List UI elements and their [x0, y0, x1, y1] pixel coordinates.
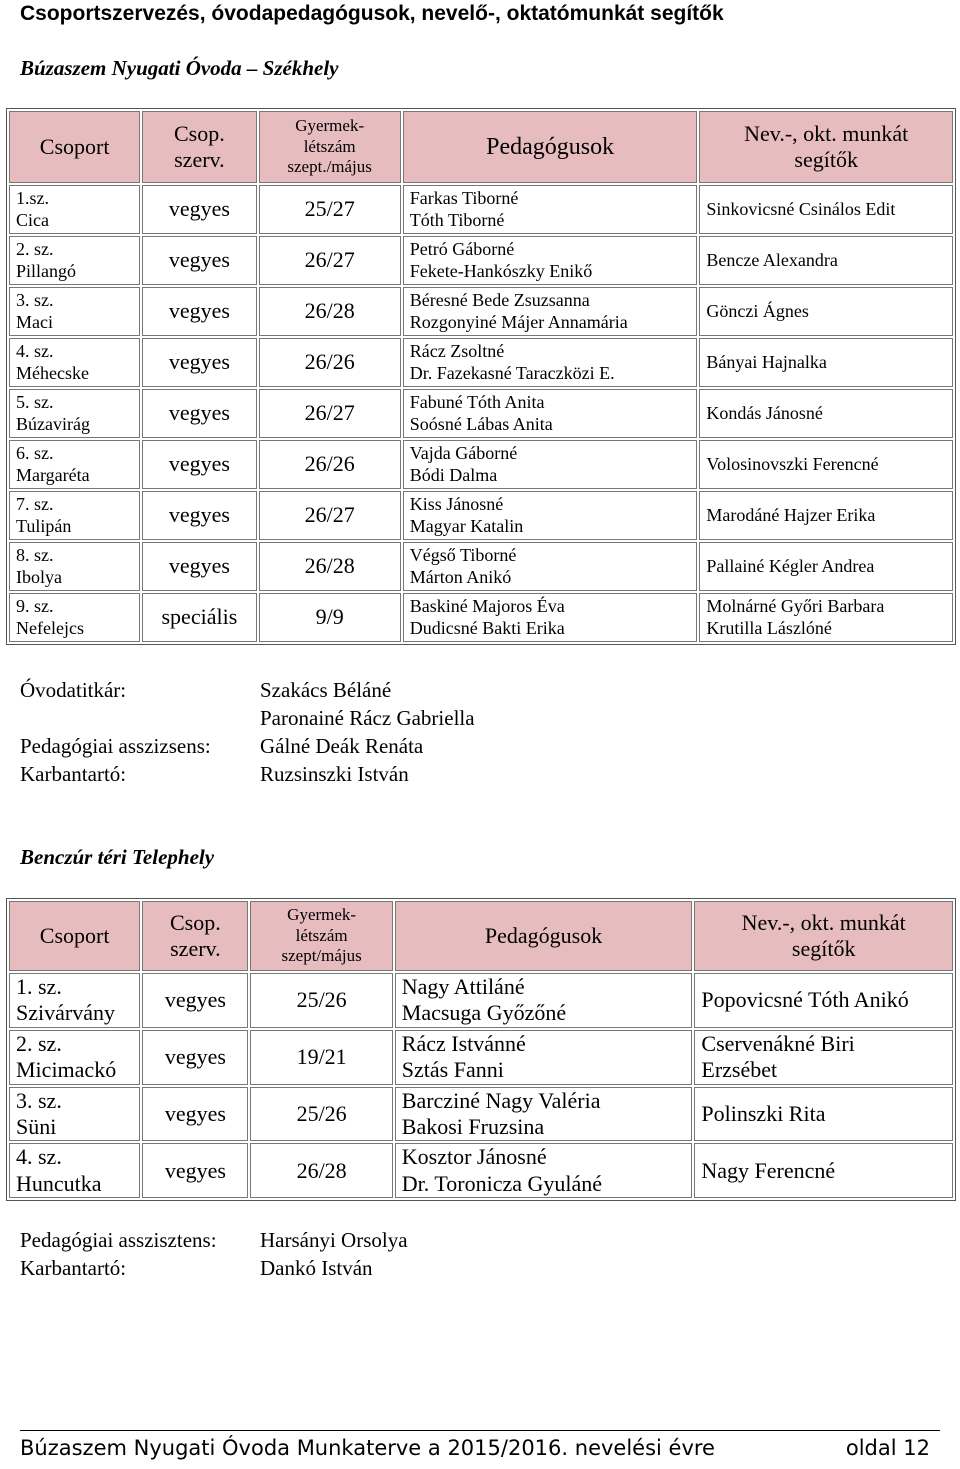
group-type-cell: vegyes — [142, 389, 256, 438]
staff-name: Paronainé Rácz Gabriella — [260, 706, 475, 730]
table-row — [9, 491, 953, 540]
group-type-cell: vegyes — [142, 185, 256, 234]
child-count-cell: 26/28 — [259, 287, 401, 336]
header-teachers: Pedagógusok — [403, 111, 698, 183]
site2-table — [6, 898, 956, 1201]
child-count-cell: 26/26 — [259, 440, 401, 489]
teacher-name: Barcziné Nagy Valéria — [401, 1087, 601, 1113]
table-row — [9, 1087, 953, 1142]
header-helpers: Nev.-, okt. munkát segítők — [699, 111, 953, 183]
helper-name: Popovicsné Tóth Anikó — [701, 987, 909, 1013]
teacher-name: Márton Anikó — [409, 566, 512, 587]
teacher-name: Végső Tiborné — [409, 544, 517, 565]
teachers-cell — [403, 389, 698, 438]
group-name: Huncutka — [16, 1170, 102, 1196]
helper-name: Marodáné Hajzer Erika — [706, 504, 876, 525]
group-cell — [9, 287, 140, 336]
child-count-cell: 26/27 — [259, 389, 401, 438]
group-type-cell: speciális — [142, 593, 256, 642]
group-name: Tulipán — [16, 515, 72, 536]
teacher-name: Rácz Istvánné — [401, 1030, 526, 1056]
teacher-name: Dr. Toronicza Gyuláné — [401, 1170, 603, 1196]
site2-title: Benczúr téri Telephely — [20, 845, 215, 869]
helper-name: Sinkovicsné Csinálos Edit — [706, 198, 896, 219]
group-number: 6. sz. — [16, 442, 54, 463]
helper-name: Bányai Hajnalka — [706, 351, 827, 372]
staff-role: Karbantartó: — [20, 762, 127, 786]
teacher-name: Macsuga Győzőné — [401, 1000, 567, 1026]
group-cell — [9, 1143, 140, 1198]
helpers-cell — [699, 338, 953, 387]
helpers-cell — [694, 1143, 953, 1198]
helpers-cell — [699, 491, 953, 540]
helper-name: Krutilla Lászlóné — [706, 617, 832, 638]
group-name: Micimackó — [16, 1057, 117, 1083]
teachers-cell — [403, 338, 698, 387]
footer-page-number: oldal 12 — [845, 1436, 930, 1460]
teachers-cell — [403, 542, 698, 591]
table-row — [9, 185, 953, 234]
child-count-cell: 26/28 — [259, 542, 401, 591]
helper-name: Erzsébet — [701, 1057, 778, 1083]
teacher-name: Soósné Lábas Anita — [409, 413, 553, 434]
group-name: Cica — [16, 209, 49, 230]
teacher-name: Rácz Zsoltné — [409, 340, 505, 361]
staff-name: Ruzsinszki István — [260, 762, 409, 786]
table-row — [9, 973, 953, 1028]
helper-name: Kondás Jánosné — [706, 402, 823, 423]
header-group: Csoport — [9, 901, 140, 971]
helpers-cell — [699, 236, 953, 285]
teacher-name: Sztás Fanni — [401, 1057, 504, 1083]
group-number: 1. sz. — [16, 974, 62, 999]
helpers-cell — [694, 973, 953, 1028]
helper-name: Polinszki Rita — [701, 1100, 826, 1126]
teacher-name: Tóth Tiborné — [409, 209, 505, 230]
staff-role: Pedagógiai asszisztens: — [20, 1228, 217, 1252]
child-count-cell: 26/26 — [259, 338, 401, 387]
group-name: Nefelejcs — [16, 617, 84, 638]
group-cell — [9, 973, 140, 1028]
group-name: Búzavirág — [16, 413, 90, 434]
group-cell — [9, 542, 140, 591]
helpers-cell — [699, 593, 953, 642]
header-type: Csop. szerv. — [142, 901, 248, 971]
header-child-count: Gyermek- létszám szept/május — [250, 901, 392, 971]
teacher-name: Petró Gáborné — [409, 238, 515, 259]
child-count-cell: 26/27 — [259, 236, 401, 285]
teacher-name: Vajda Gáborné — [409, 442, 518, 463]
group-cell — [9, 185, 140, 234]
group-number: 5. sz. — [16, 391, 54, 412]
table-row — [9, 440, 953, 489]
table-row — [9, 236, 953, 285]
site1-table — [6, 108, 956, 645]
staff-role: Pedagógiai asszizsens: — [20, 734, 211, 758]
group-type-cell: vegyes — [142, 287, 256, 336]
teachers-cell — [395, 973, 693, 1028]
group-name: Maci — [16, 311, 53, 332]
group-cell — [9, 1030, 140, 1085]
teacher-name: Magyar Katalin — [409, 515, 524, 536]
table-row — [9, 542, 953, 591]
teachers-cell — [403, 287, 698, 336]
site2-table-header — [9, 901, 953, 971]
child-count-cell: 25/27 — [259, 185, 401, 234]
child-count-cell: 25/26 — [250, 1087, 392, 1142]
staff-name: Dankó István — [260, 1256, 373, 1280]
group-type-cell: vegyes — [142, 440, 256, 489]
child-count-cell: 19/21 — [250, 1030, 392, 1085]
teachers-cell — [395, 1087, 693, 1142]
table-row — [9, 1030, 953, 1085]
group-type-cell: vegyes — [142, 236, 256, 285]
helper-name: Cservenákné Biri — [701, 1030, 855, 1056]
staff-role: Óvodatitkár: — [20, 678, 127, 702]
child-count-cell: 26/28 — [250, 1143, 392, 1198]
teacher-name: Fabuné Tóth Anita — [409, 391, 545, 412]
group-cell — [9, 1087, 140, 1142]
staff-name: Szakács Béláné — [260, 678, 392, 702]
teachers-cell — [395, 1143, 693, 1198]
group-name: Süni — [16, 1113, 57, 1139]
child-count-cell: 9/9 — [259, 593, 401, 642]
group-name: Ibolya — [16, 566, 62, 587]
group-cell — [9, 236, 140, 285]
group-type-cell: vegyes — [142, 1087, 248, 1142]
page-footer — [20, 1436, 930, 1460]
helpers-cell — [699, 389, 953, 438]
helper-name: Bencze Alexandra — [706, 249, 838, 270]
teachers-cell — [395, 1030, 693, 1085]
teachers-cell — [403, 236, 698, 285]
group-cell — [9, 491, 140, 540]
table-row — [9, 593, 953, 642]
helpers-cell — [699, 185, 953, 234]
group-number: 4. sz. — [16, 1144, 62, 1170]
header-teachers: Pedagógusok — [395, 901, 693, 971]
teacher-name: Bakosi Fruzsina — [401, 1113, 545, 1139]
group-number: 2. sz. — [16, 1030, 62, 1056]
helpers-cell — [699, 542, 953, 591]
group-cell — [9, 338, 140, 387]
group-number: 9. sz. — [16, 595, 54, 616]
table-row — [9, 1143, 953, 1198]
teacher-name: Baskiné Majoros Éva — [409, 595, 565, 616]
staff-role: Karbantartó: — [20, 1256, 127, 1280]
teacher-name: Dudicsné Bakti Erika — [409, 617, 565, 638]
group-number: 2. sz. — [16, 238, 54, 259]
helpers-cell — [694, 1030, 953, 1085]
teacher-name: Kosztor Jánosné — [401, 1144, 547, 1170]
group-number: 3. sz. — [16, 289, 54, 310]
group-type-cell: vegyes — [142, 1030, 248, 1085]
teachers-cell — [403, 593, 698, 642]
header-group: Csoport — [9, 111, 140, 183]
teachers-cell — [403, 440, 698, 489]
teacher-name: Bódi Dalma — [409, 464, 498, 485]
group-cell — [9, 389, 140, 438]
table-row — [9, 338, 953, 387]
teachers-cell — [403, 185, 698, 234]
teacher-name: Farkas Tiborné — [409, 187, 519, 208]
helper-name: Pallainé Kégler Andrea — [706, 555, 875, 576]
group-cell — [9, 593, 140, 642]
staff-name: Harsányi Orsolya — [260, 1228, 408, 1252]
header-type: Csop. szerv. — [142, 111, 256, 183]
child-count-cell: 26/27 — [259, 491, 401, 540]
group-cell — [9, 440, 140, 489]
group-type-cell: vegyes — [142, 973, 248, 1028]
header-child-count: Gyermek- létszám szept./május — [259, 111, 401, 183]
teacher-name: Dr. Fazekasné Taraczközi E. — [409, 362, 615, 383]
table-row — [9, 287, 953, 336]
teachers-cell — [403, 491, 698, 540]
group-name: Pillangó — [16, 260, 77, 281]
helper-name: Nagy Ferencné — [701, 1157, 836, 1183]
table-row — [9, 389, 953, 438]
child-count-cell: 25/26 — [250, 973, 392, 1028]
group-number: 7. sz. — [16, 493, 54, 514]
group-name: Szivárvány — [16, 1000, 115, 1026]
helper-name: Molnárné Győri Barbara — [706, 595, 885, 616]
teacher-name: Fekete-Hankószky Enikő — [409, 260, 593, 281]
site1-table-header — [9, 111, 953, 183]
footer-divider — [20, 1430, 940, 1431]
teacher-name: Béresné Bede Zsuzsanna — [409, 289, 590, 310]
group-type-cell: vegyes — [142, 542, 256, 591]
teacher-name: Kiss Jánosné — [409, 493, 504, 514]
helper-name: Volosinovszki Ferencné — [706, 453, 879, 474]
group-number: 1.sz. — [16, 187, 49, 208]
helpers-cell — [694, 1087, 953, 1142]
group-name: Margaréta — [16, 464, 90, 485]
group-number: 3. sz. — [16, 1087, 62, 1113]
teacher-name: Nagy Attiláné — [401, 974, 525, 999]
page-heading: Csoportszervezés, óvodapedagógusok, nevelő-, oktatómunkát segítők — [20, 2, 724, 25]
helper-name: Gönczi Ágnes — [706, 300, 809, 321]
group-number: 4. sz. — [16, 340, 54, 361]
helpers-cell — [699, 440, 953, 489]
site1-title: Búzaszem Nyugati Óvoda – Székhely — [20, 56, 339, 80]
group-number: 8. sz. — [16, 544, 54, 565]
footer-document-title: Búzaszem Nyugati Óvoda Munkaterve a 2015/2016. nevelési évre — [20, 1436, 715, 1460]
header-helpers: Nev.-, okt. munkát segítők — [694, 901, 953, 971]
helpers-cell — [699, 287, 953, 336]
group-type-cell: vegyes — [142, 1143, 248, 1198]
teacher-name: Rozgonyiné Májer Annamária — [409, 311, 628, 332]
group-type-cell: vegyes — [142, 338, 256, 387]
group-type-cell: vegyes — [142, 491, 256, 540]
group-name: Méhecske — [16, 362, 89, 383]
staff-name: Gálné Deák Renáta — [260, 734, 424, 758]
